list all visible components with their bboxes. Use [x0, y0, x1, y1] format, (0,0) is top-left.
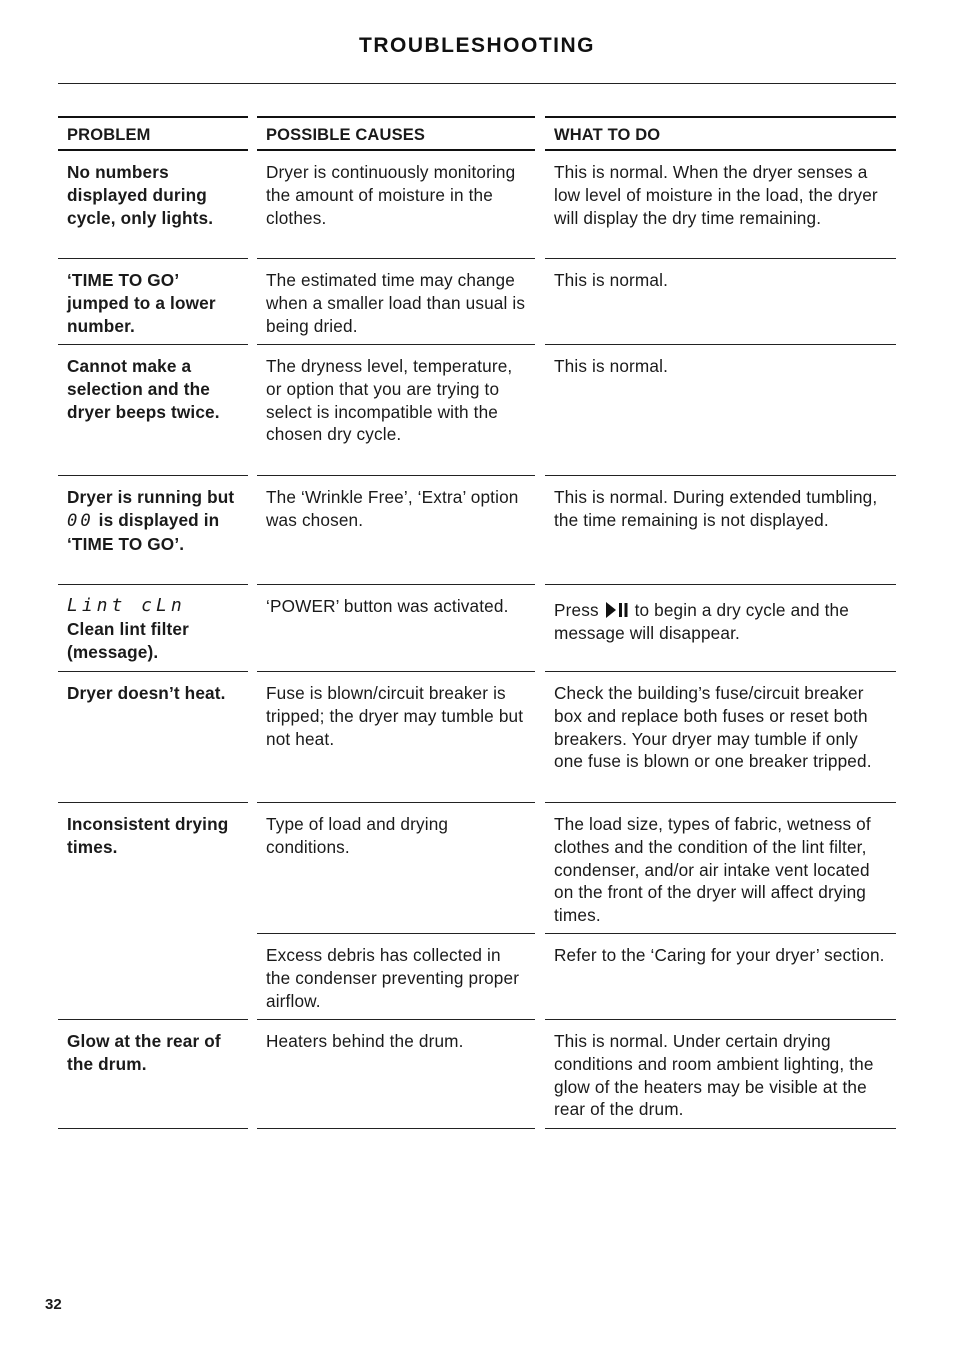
todo-cell: This is normal. [545, 345, 896, 476]
cause-cell: Excess debris has collected in the condenser preventing proper airflow. [257, 934, 535, 1020]
todo-cell: This is normal. During extended tumbling, the time remaining is not displayed. [545, 476, 896, 585]
title-divider [58, 83, 896, 84]
problem-text: is displayed in ‘TIME TO GO’. [67, 509, 220, 554]
play-pause-icon [605, 601, 629, 619]
cause-cell: The ‘Wrinkle Free’, ‘Extra’ option was chosen. [257, 476, 535, 585]
problem-cell: Glow at the rear of the drum. [58, 1020, 248, 1129]
cause-cell: Fuse is blown/circuit breaker is tripped; the dryer may tumble but not heat. [257, 672, 535, 803]
problem-cell: No numbers displayed during cycle, only lights. [58, 151, 248, 259]
cause-cell: Type of load and drying conditions. [257, 803, 535, 934]
todo-text: to begin a dry cycle and the message will disappear. [554, 600, 849, 643]
todo-cell [545, 585, 896, 672]
todo-cell: The load size, types of fabric, wetness of clothes and the condition of the lint filter, condenser, and/or air intake vent located on the front of the dryer will affect drying times. [545, 803, 896, 934]
page-title: TROUBLESHOOTING [359, 34, 595, 57]
todo-cell: This is normal. When the dryer senses a low level of moisture in the load, the dryer will display the dry time remaining. [545, 151, 896, 259]
todo-cell: Check the building’s fuse/circuit breaker box and replace both fuses or reset both breakers. Your dryer may tumble if only one fuse is blown or one breaker tripped. [545, 672, 896, 803]
problem-cell: Cannot make a selection and the dryer beeps twice. [58, 345, 248, 476]
problem-cell: ‘TIME TO GO’ jumped to a lower number. [58, 259, 248, 345]
cause-cell: The estimated time may change when a smaller load than usual is being dried. [257, 259, 535, 345]
causes-header: POSSIBLE CAUSES [257, 116, 535, 151]
problem-cell [58, 585, 248, 672]
cause-cell: ‘POWER’ button was activated. [257, 585, 535, 672]
cause-cell: Heaters behind the drum. [257, 1020, 535, 1129]
todo-cell: This is normal. [545, 259, 896, 345]
problem-header: PROBLEM [58, 116, 248, 151]
todo-cell: Refer to the ‘Caring for your dryer’ section. [545, 934, 896, 1020]
page-number: 32 [45, 1296, 62, 1313]
cause-cell: The dryness level, temperature, or option that you are trying to select is incompatible with the chosen dry cycle. [257, 345, 535, 476]
todo-cell: This is normal. Under certain drying conditions and room ambient lighting, the glow of the heaters may be visible at the rear of the drum. [545, 1020, 896, 1129]
cause-cell: Dryer is continuously monitoring the amount of moisture in the clothes. [257, 151, 535, 259]
problem-text: Dryer is running but [67, 487, 235, 507]
lcd-display-text: 00 [67, 510, 94, 531]
problem-cell: Inconsistent drying times. [58, 803, 248, 1020]
todo-header: WHAT TO DO [545, 116, 896, 151]
todo-text: Press [554, 600, 599, 620]
lcd-display-text: Lint cLn [67, 595, 186, 616]
problem-cell: Dryer doesn’t heat. [58, 672, 248, 803]
problem-text: Clean lint filter (message). [67, 618, 189, 662]
problem-cell [58, 476, 248, 585]
